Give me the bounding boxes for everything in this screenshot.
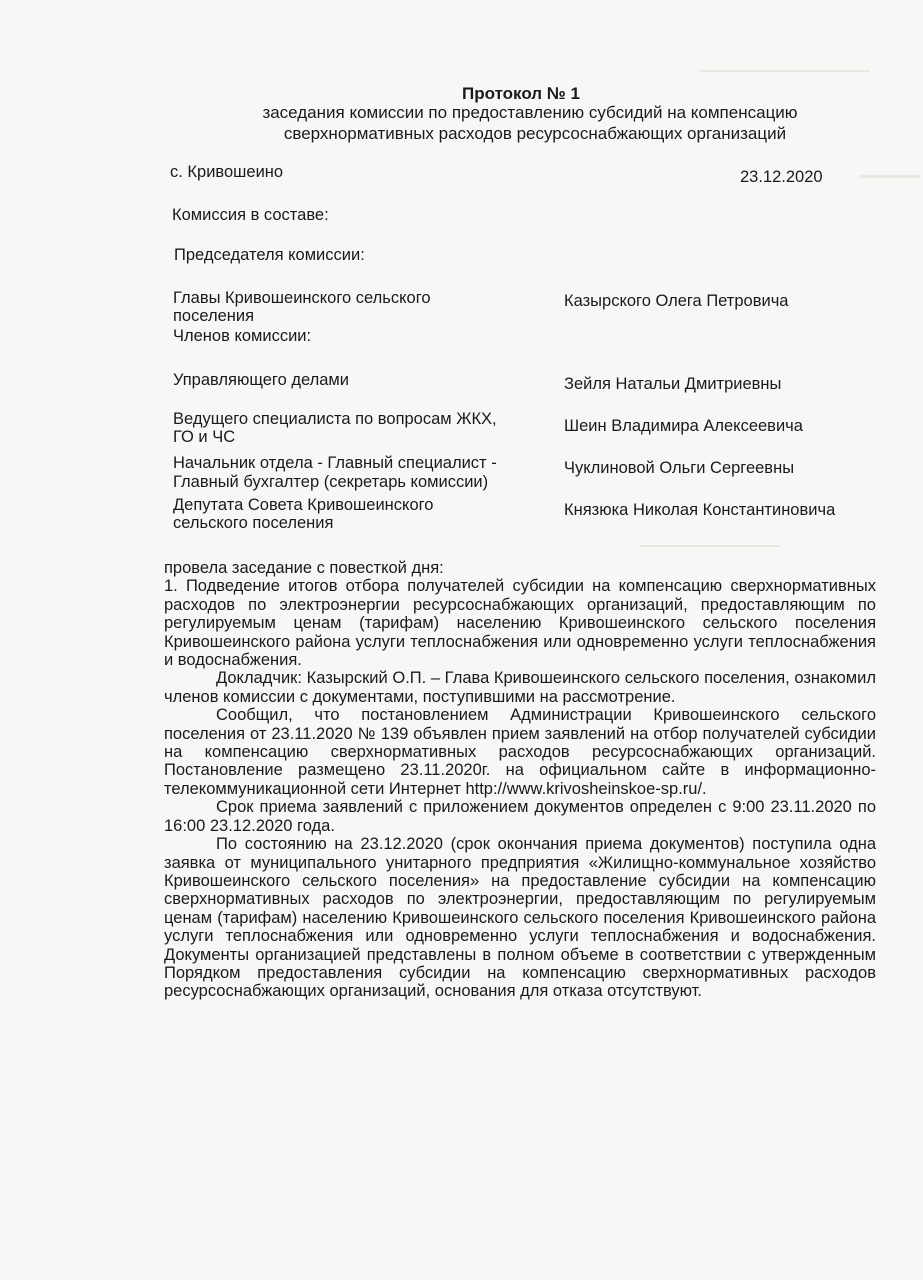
member-name: Князюка Николая Константиновича — [564, 501, 836, 519]
commission-intro: Комиссия в составе: — [172, 206, 329, 224]
member-role-line2: сельского поселения — [173, 514, 334, 532]
document-place: с. Кривошеино — [170, 163, 284, 181]
paragraph-deadline: Срок приема заявлений с приложением документов определен с 9:00 23.11.2020 по 16:00 23.12.2020 года. — [164, 798, 876, 835]
document-subtitle-line2: сверхнормативных расходов ресурсоснабжающих организаций — [283, 124, 787, 143]
document-date: 23.12.2020 — [740, 168, 823, 186]
member-role-line1: Ведущего специалиста по вопросам ЖКХ, — [173, 410, 497, 428]
document-subtitle-line1: заседания комиссии по предоставлению субсидий на компенсацию — [262, 103, 798, 122]
paragraph-application: По состоянию на 23.12.2020 (срок окончания приема документов) поступила одна заявка от муниципального унитарного предприятия «Жилищно-коммунальное хозяйство Кривошеинского сельского поселения» на предоставление субсидии на компенсацию сверхнормативных расходов по электроэнергии, предоставляющим по регулируемым ценам (тарифам) населению Кривошеинского сельского поселения Кривошеинского района услуги теплоснабжения или одновременно услуги теплоснабжения и водоснабжения. Документы организацией представлены в полном объеме в соответствии с утвержденным Порядком предоставления субсидии на компенсацию сверхнормативных расходов ресурсоснабжающих организаций, основания для отказа отсутствуют. — [164, 835, 876, 1001]
member-role-line2: Главный бухгалтер (секретарь комиссии) — [173, 473, 489, 491]
chair-name: Казырского Олега Петровича — [564, 292, 789, 310]
chair-role-line2: поселения — [173, 307, 255, 325]
protocol-body — [164, 559, 876, 1001]
scan-mark — [700, 70, 870, 72]
document-title: Протокол № 1 — [462, 84, 580, 103]
member-role-line1: Управляющего делами — [173, 371, 349, 389]
member-role-line1: Начальник отдела - Главный специалист - — [173, 454, 497, 472]
paragraph-speaker: Докладчик: Казырский О.П. – Глава Кривошеинского сельского поселения, ознакомил членов комиссии с документами, поступившими на рассмотрение. — [164, 669, 876, 706]
chair-heading: Председателя комиссии: — [174, 246, 365, 264]
member-role-line2: ГО и ЧС — [173, 428, 236, 446]
member-name: Чуклиновой Ольги Сергеевны — [564, 459, 795, 477]
scan-mark — [860, 175, 920, 178]
agenda-item: 1. Подведение итогов отбора получателей субсидии на компенсацию сверхнормативных расходов по электроэнергии ресурсоснабжающих организаций, предоставляющим по регулируемым ценам (тарифам) населению Кривошеинского сельского поселения Кривошеинского района услуги теплоснабжения или одновременно услуги теплоснабжения и водоснабжения. — [164, 577, 876, 670]
member-role-line1: Депутата Совета Кривошеинского — [173, 496, 434, 514]
member-name: Шеин Владимира Алексеевича — [564, 417, 803, 435]
members-heading: Членов комиссии: — [173, 327, 312, 345]
scan-mark — [640, 545, 780, 547]
chair-role-line1: Главы Кривошеинского сельского — [173, 289, 431, 307]
paragraph-announcement: Сообщил, что постановлением Администрации Кривошеинского сельского поселения от 23.11.2020 № 139 объявлен прием заявлений на отбор получателей субсидии на компенсацию сверхнормативных расходов ресурсоснабжающих организаций. Постановление размещено 23.11.2020г. на официальном сайте в информационно-телекоммуникационной сети Интернет http://www.krivosheinskoe-sp.ru/. — [164, 706, 876, 798]
agenda-intro: провела заседание с повесткой дня: — [164, 559, 444, 577]
member-name: Зейля Натальи Дмитриевны — [564, 375, 782, 393]
